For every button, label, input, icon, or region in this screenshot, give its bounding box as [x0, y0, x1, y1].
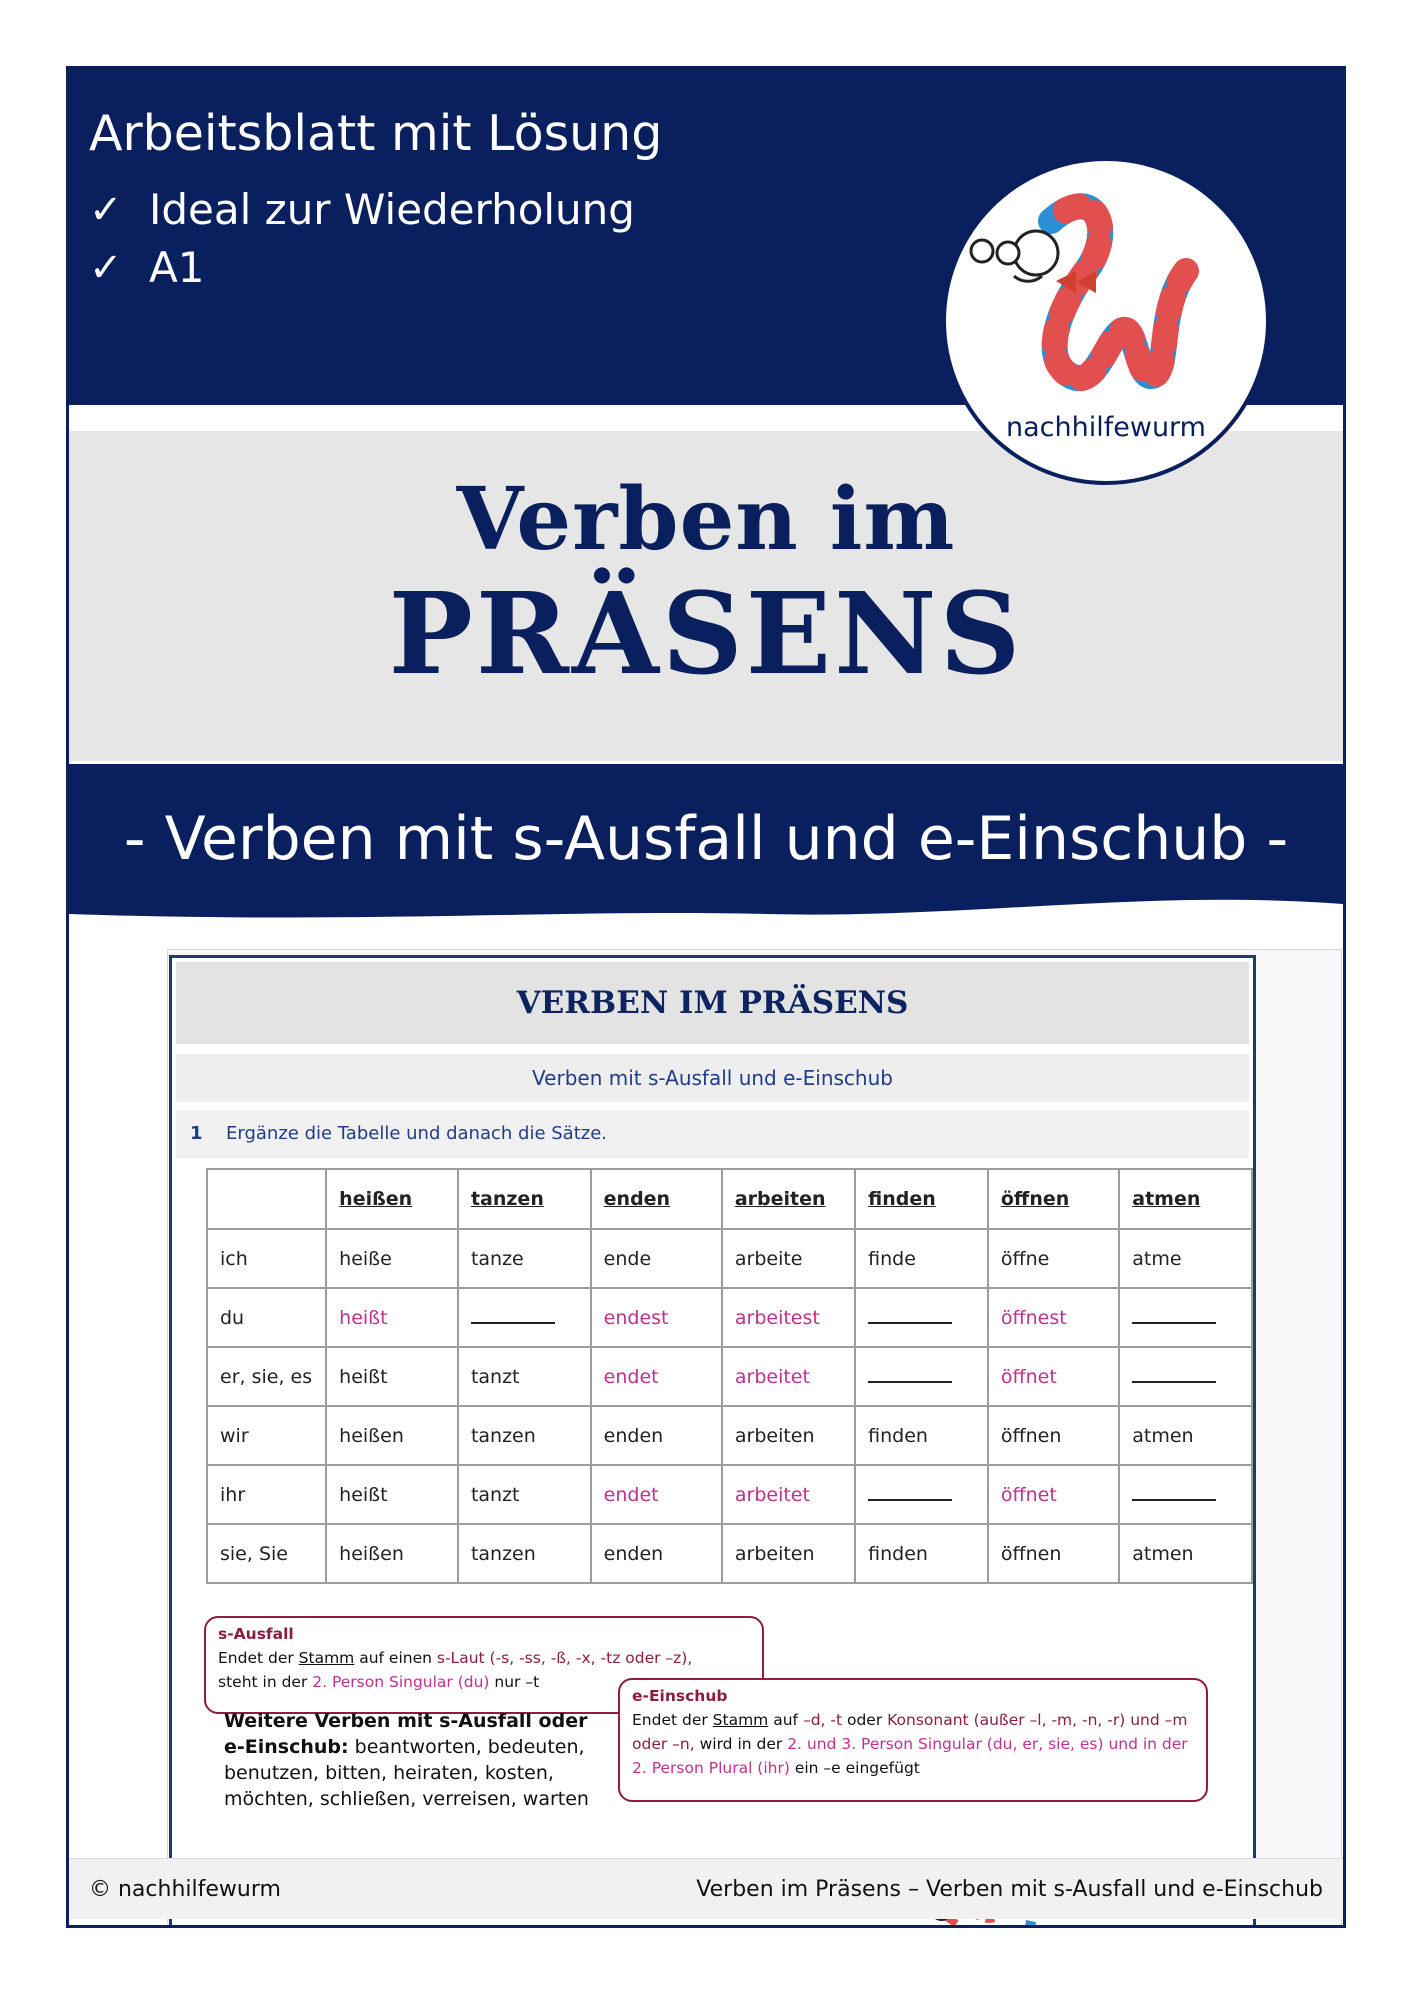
pronoun-cell: ihr	[207, 1465, 326, 1524]
conjugation-cell: öffnest	[988, 1288, 1119, 1347]
conjugation-cell: arbeiten	[722, 1524, 855, 1583]
verb-header-cell: tanzen	[458, 1169, 591, 1229]
blank-answer-cell	[1119, 1347, 1252, 1406]
footer-copyright: © nachhilfewurm	[89, 1877, 281, 1902]
task-text: Ergänze die Tabelle und danach die Sätze.	[226, 1123, 607, 1144]
blank-answer-cell	[1119, 1288, 1252, 1347]
table-corner-cell	[207, 1169, 326, 1229]
table-row	[207, 1406, 1252, 1465]
pronoun-cell: wir	[207, 1406, 326, 1465]
conjugation-cell: finde	[855, 1229, 988, 1288]
conjugation-cell: ende	[591, 1229, 722, 1288]
conjugation-cell: tanzt	[458, 1465, 591, 1524]
conjugation-cell: endet	[591, 1347, 722, 1406]
conjugation-cell: atmen	[1119, 1406, 1252, 1465]
task-instruction	[176, 1110, 1249, 1158]
logo	[942, 157, 1270, 485]
main-title-line1: Verben im	[456, 469, 956, 570]
answer-blank	[868, 1308, 952, 1324]
table-row	[207, 1288, 1252, 1347]
main-title-line2: PRÄSENS	[388, 569, 1024, 700]
blank-answer-cell	[458, 1288, 591, 1347]
conjugation-cell: endet	[591, 1465, 722, 1524]
verb-header-cell: finden	[855, 1169, 988, 1229]
answer-blank	[471, 1308, 555, 1324]
conjugation-cell: arbeitest	[722, 1288, 855, 1347]
answer-blank	[868, 1367, 952, 1383]
checklist-item	[89, 239, 635, 297]
logo-text: nachhilfewurm	[1006, 412, 1206, 443]
task-number: 1	[190, 1123, 203, 1144]
checklist-item	[89, 181, 635, 239]
conjugation-cell: heißen	[326, 1524, 458, 1583]
conjugation-cell: heißt	[326, 1465, 458, 1524]
conjugation-cell: heißen	[326, 1406, 458, 1465]
conjugation-cell: öffne	[988, 1229, 1119, 1288]
conjugation-cell: arbeite	[722, 1229, 855, 1288]
sheet-title: VERBEN IM PRÄSENS	[176, 962, 1249, 1044]
blank-answer-cell	[855, 1288, 988, 1347]
verb-header-cell: enden	[591, 1169, 722, 1229]
conjugation-cell: öffnet	[988, 1465, 1119, 1524]
checkmark-icon: ✓	[89, 245, 123, 291]
answer-blank	[868, 1485, 952, 1501]
e-einschub-text: Endet der Stamm auf –d, -t oder Konsonant (außer –l, -m, -n, -r) und –m oder –n, wird in der 2. und 3. Person Singular (du, er, sie, es) und in der 2. Person Plural (ihr) ein –e eingefügt	[632, 1711, 1188, 1777]
blank-answer-cell	[855, 1465, 988, 1524]
conjugation-cell: atme	[1119, 1229, 1252, 1288]
e-einschub-box	[618, 1678, 1208, 1802]
table-row	[207, 1229, 1252, 1288]
conjugation-cell: enden	[591, 1406, 722, 1465]
conjugation-cell: tanzen	[458, 1406, 591, 1465]
footer-doc-title: Verben im Präsens – Verben mit s-Ausfall und e-Einschub	[696, 1877, 1323, 1902]
conjugation-cell: arbeitet	[722, 1465, 855, 1524]
conjugation-cell: heißt	[326, 1288, 458, 1347]
more-verbs	[224, 1708, 614, 1812]
blank-answer-cell	[855, 1347, 988, 1406]
table-row	[207, 1465, 1252, 1524]
conjugation-cell: öffnen	[988, 1524, 1119, 1583]
conjugation-cell: öffnen	[988, 1406, 1119, 1465]
verb-header-cell: heißen	[326, 1169, 458, 1229]
checklist-label: Ideal zur Wiederholung	[149, 185, 635, 234]
conjugation-table	[206, 1168, 1253, 1584]
pronoun-cell: du	[207, 1288, 326, 1347]
verb-header-cell: atmen	[1119, 1169, 1252, 1229]
pronoun-cell: er, sie, es	[207, 1347, 326, 1406]
more-verbs-list: beantworten, bedeuten, benutzen, bitten, heiraten, kosten, möchten, schließen, verreisen, warten	[224, 1736, 589, 1810]
table-header-row	[207, 1169, 1252, 1229]
pronoun-cell: sie, Sie	[207, 1524, 326, 1583]
verb-header-cell: öffnen	[988, 1169, 1119, 1229]
e-einschub-heading: e-Einschub	[632, 1687, 728, 1705]
conjugation-cell: enden	[591, 1524, 722, 1583]
conjugation-cell: tanzt	[458, 1347, 591, 1406]
conjugation-cell: heiße	[326, 1229, 458, 1288]
conjugation-cell: finden	[855, 1524, 988, 1583]
table-row	[207, 1524, 1252, 1583]
conjugation-cell: öffnet	[988, 1347, 1119, 1406]
pronoun-cell: ich	[207, 1229, 326, 1288]
checklist-label: A1	[149, 243, 205, 292]
conjugation-cell: tanze	[458, 1229, 591, 1288]
conjugation-cell: atmen	[1119, 1524, 1252, 1583]
more-verbs-label: Weitere Verben mit s-Ausfall oder e-Einschub:	[224, 1710, 588, 1758]
conjugation-cell: tanzen	[458, 1524, 591, 1583]
subtitle: - Verben mit s-Ausfall und e-Einschub -	[123, 804, 1289, 874]
answer-blank	[1132, 1308, 1216, 1324]
worksheet-cover	[66, 66, 1346, 1928]
conjugation-cell: endest	[591, 1288, 722, 1347]
conjugation-cell: heißt	[326, 1347, 458, 1406]
checkmark-icon: ✓	[89, 187, 123, 233]
s-ausfall-text: Endet der Stamm auf einen s-Laut (-s, -ss, -ß, -x, -tz oder –z), steht in der 2. Person Singular (du) nur –t	[218, 1649, 693, 1691]
worksheet-page	[169, 955, 1256, 1928]
table-row	[207, 1347, 1252, 1406]
header-title: Arbeitsblatt mit Lösung	[89, 105, 663, 162]
verb-header-cell: arbeiten	[722, 1169, 855, 1229]
conjugation-cell: arbeitet	[722, 1347, 855, 1406]
blank-answer-cell	[1119, 1465, 1252, 1524]
conjugation-cell: finden	[855, 1406, 988, 1465]
s-ausfall-heading: s-Ausfall	[218, 1625, 294, 1643]
sheet-subtitle: Verben mit s-Ausfall und e-Einschub	[176, 1054, 1249, 1102]
answer-blank	[1132, 1367, 1216, 1383]
conjugation-cell: arbeiten	[722, 1406, 855, 1465]
feature-checklist	[89, 181, 635, 297]
answer-blank	[1132, 1485, 1216, 1501]
